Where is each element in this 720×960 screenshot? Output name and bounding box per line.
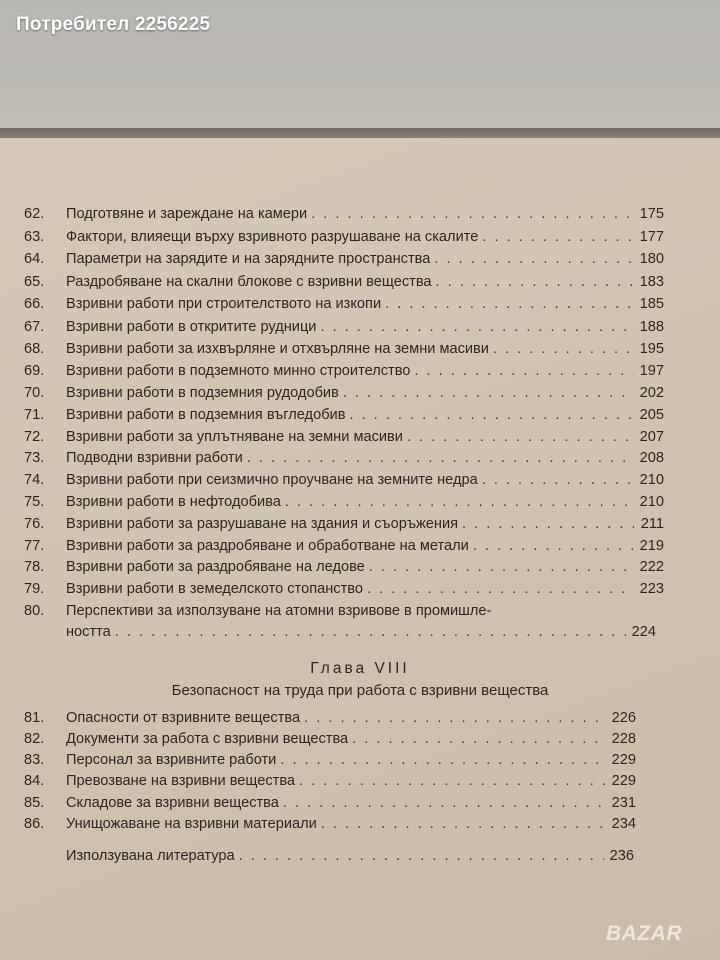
user-watermark: Потребител 2256225 (16, 14, 211, 35)
entry-number: 76. (24, 516, 45, 532)
entry-title: Перспективи за използуване на атомни взривове в промишле- (66, 603, 492, 619)
toc-entry (24, 581, 664, 602)
entry-number: 78. (24, 559, 45, 575)
toc-entry (24, 559, 664, 580)
dot-leader (283, 795, 606, 811)
dot-leader (407, 429, 634, 445)
entry-title: Превозване на взривни вещества (66, 773, 296, 789)
literature-title: Използувана литература (66, 848, 235, 864)
dot-leader (462, 516, 634, 532)
dot-leader (482, 472, 634, 488)
entry-title: Раздробяване на скални блокове с взривни вещества (66, 274, 432, 290)
toc-entry (24, 816, 636, 837)
entry-title: Взривни работи при строителството на изкопи (66, 296, 382, 312)
entry-title: Персонал за взривните работи (66, 752, 277, 768)
entry-number: 84. (24, 773, 45, 789)
entry-page: 224 (631, 624, 656, 640)
entry-page: 234 (611, 816, 636, 832)
entry-number: 86. (24, 816, 45, 832)
entry-page: 228 (611, 731, 636, 747)
toc-entry (24, 429, 664, 450)
toc-entry (24, 341, 664, 362)
entry-title: Фактори, влияещи върху взривното разрушаване на скалите (66, 229, 479, 245)
entry-number: 81. (24, 710, 45, 726)
entry-title: Взривни работи за раздробяване и обработване на метали (66, 538, 469, 554)
entry-number: 66. (24, 296, 45, 312)
entry-page: 180 (639, 251, 664, 267)
entry-title: Взривни работи в подземното минно строителство (66, 363, 411, 379)
dot-leader (352, 731, 606, 747)
entry-title: Документи за работа с взривни вещества (66, 731, 349, 747)
toc-entry (24, 494, 664, 515)
entry-title: Подводни взривни работи (66, 450, 243, 466)
toc-entry (24, 516, 664, 537)
entry-page: 195 (639, 341, 664, 357)
toc-entry (24, 296, 664, 317)
entry-title: Взривни работи в нефтодобива (66, 494, 281, 510)
dot-leader (367, 581, 634, 597)
entry-title: Унищожаване на взривни материали (66, 816, 317, 832)
toc-entry (24, 603, 664, 624)
entry-page: 197 (639, 363, 664, 379)
dot-leader (280, 752, 606, 768)
entry-number: 70. (24, 385, 45, 401)
entry-title: Взривни работи за разрушаване на здания и съоръжения (66, 516, 458, 532)
entry-number: 69. (24, 363, 45, 379)
toc-entry-continuation (66, 624, 656, 645)
entry-number: 83. (24, 752, 45, 768)
dot-leader (414, 363, 634, 379)
entry-page: 175 (639, 206, 664, 222)
toc-entry (24, 752, 636, 773)
toc-literature (66, 848, 634, 869)
entry-page: 183 (639, 274, 664, 290)
entry-page: 210 (639, 472, 664, 488)
dot-leader (247, 450, 634, 466)
entry-number: 71. (24, 407, 45, 423)
dot-leader (311, 206, 634, 222)
entry-number: 79. (24, 581, 45, 597)
entry-title: Опасности от взривните вещества (66, 710, 301, 726)
entry-title: Взривни работи в откритите рудници (66, 319, 317, 335)
entry-page: 185 (639, 296, 664, 312)
dot-leader (239, 848, 604, 864)
dot-leader (385, 296, 634, 312)
literature-page: 236 (609, 848, 634, 864)
entry-number: 63. (24, 229, 45, 245)
entry-page: 219 (639, 538, 664, 554)
entry-page: 188 (639, 319, 664, 335)
chapter-heading: Глава VIII (310, 660, 410, 677)
entry-title: Взривни работи в земеделското стопанство (66, 581, 363, 597)
toc-entry (24, 472, 664, 493)
entry-page: 202 (639, 385, 664, 401)
entry-page: 229 (611, 752, 636, 768)
entry-title: Взривни работи в подземния рудодобив (66, 385, 339, 401)
entry-title: Подготвяне и зареждане на камери (66, 206, 308, 222)
toc-entry (24, 229, 664, 250)
entry-page: 222 (639, 559, 664, 575)
dot-leader (369, 559, 634, 575)
entry-title: Взривни работи при сеизмично проучване на земните недра (66, 472, 478, 488)
toc-entry (24, 731, 636, 752)
entry-number: 77. (24, 538, 45, 554)
entry-number: 74. (24, 472, 45, 488)
entry-number: 72. (24, 429, 45, 445)
entry-title: Взривни работи за уплътняване на земни масиви (66, 429, 403, 445)
toc-entry (24, 538, 664, 559)
toc-entry (24, 407, 664, 428)
dot-leader (115, 624, 626, 640)
dot-leader (320, 319, 634, 335)
toc-entry (24, 450, 664, 471)
entry-title: Взривни работи за раздробяване на ледове (66, 559, 365, 575)
dot-leader (285, 494, 634, 510)
toc-entry (24, 251, 664, 272)
entry-title: Взривни работи в подземния въгледобив (66, 407, 346, 423)
entry-number: 82. (24, 731, 45, 747)
toc-entry (24, 319, 664, 340)
entry-page: 177 (639, 229, 664, 245)
entry-page: 211 (640, 516, 664, 532)
entry-number: 68. (24, 341, 45, 357)
bazar-logo: BAZAR (606, 922, 682, 945)
entry-number: 80. (24, 603, 45, 619)
entry-number: 67. (24, 319, 45, 335)
entry-title: Взривни работи за изхвърляне и отхвърляне на земни масиви (66, 341, 489, 357)
entry-page: 207 (639, 429, 664, 445)
entry-title: Параметри на зарядите и на зарядните пространства (66, 251, 431, 267)
dot-leader (434, 251, 634, 267)
entry-page: 208 (639, 450, 664, 466)
dot-leader (482, 229, 634, 245)
entry-number: 75. (24, 494, 45, 510)
toc-entry (24, 795, 636, 816)
chapter-title: Безопасност на труда при работа с взривни вещества (171, 682, 549, 699)
entry-page: 223 (639, 581, 664, 597)
entry-title: Складове за взривни вещества (66, 795, 279, 811)
dot-leader (436, 274, 634, 290)
entry-title-continued: ността (66, 624, 111, 640)
dot-leader (473, 538, 634, 554)
dot-leader (304, 710, 606, 726)
entry-number: 73. (24, 450, 45, 466)
dot-leader (321, 816, 606, 832)
entry-number: 64. (24, 251, 45, 267)
dot-leader (493, 341, 634, 357)
entry-page: 205 (639, 407, 664, 423)
toc-entry (24, 363, 664, 384)
toc-entry (24, 710, 636, 731)
entry-page: 231 (611, 795, 636, 811)
toc-entry (24, 274, 664, 295)
toc-entry (24, 206, 664, 227)
entry-number: 65. (24, 274, 45, 290)
entry-number: 62. (24, 206, 45, 222)
entry-page: 226 (611, 710, 636, 726)
toc-entry (24, 773, 636, 794)
dot-leader (349, 407, 634, 423)
entry-number: 85. (24, 795, 45, 811)
toc-entry (24, 385, 664, 406)
dot-leader (299, 773, 606, 789)
entry-page: 210 (639, 494, 664, 510)
dot-leader (343, 385, 634, 401)
entry-page: 229 (611, 773, 636, 789)
